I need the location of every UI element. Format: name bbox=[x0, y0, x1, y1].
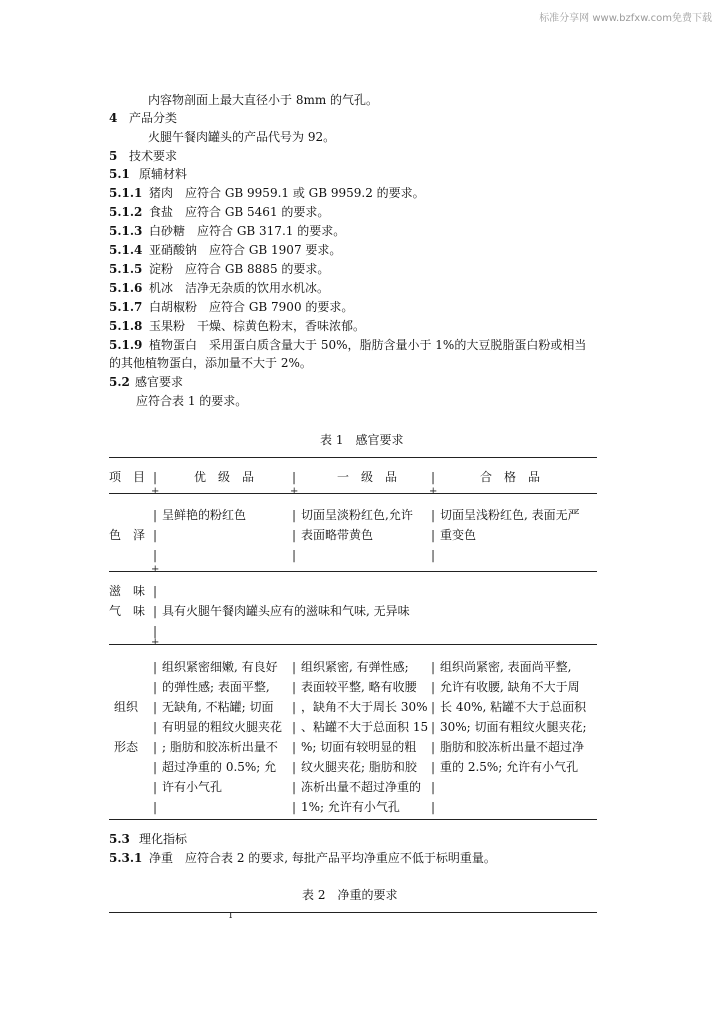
color-first-line1: 切面呈淡粉红色,允许 bbox=[301, 508, 413, 522]
clause-5-1-3 bbox=[109, 223, 345, 239]
texture-qualified-6: 重的 2.5%; 允许有小气孔 bbox=[440, 760, 579, 774]
texture-qualified-3: 长 40%, 粘罐不大于总面积 bbox=[440, 700, 587, 714]
table-2-caption: 表 2 净重的要求 bbox=[302, 888, 398, 902]
clause-5-1-9-continued: 的其他植物蛋白，添加量不大于 2%。 bbox=[109, 356, 312, 370]
table-1-caption: 表 1 感官要求 bbox=[320, 433, 404, 447]
column-divider: | | | bbox=[153, 584, 158, 638]
clause-5-3-1 bbox=[109, 850, 496, 866]
clause-number: 5.1.4 bbox=[109, 243, 143, 257]
column-divider: | | | bbox=[292, 508, 297, 562]
table-2-top-rule bbox=[109, 912, 597, 913]
color-qualified-line2: 重变色 bbox=[440, 528, 477, 542]
clause-text: 淀粉 应符合 GB 8885 的要求。 bbox=[149, 262, 330, 276]
texture-premium-1: 组织紧密细嫩, 有良好 bbox=[162, 660, 278, 674]
table-header-qualified: 合 格 品 bbox=[480, 470, 541, 484]
section-number: 5.3 bbox=[109, 832, 130, 846]
column-divider: | bbox=[153, 470, 158, 484]
table-bottom-rule bbox=[109, 819, 597, 820]
column-divider: | bbox=[431, 470, 436, 484]
column-divider: | | | | | | | | bbox=[153, 660, 158, 814]
clause-5-1-2 bbox=[109, 204, 329, 220]
texture-first-7: 冻析出量不超过净重的 bbox=[301, 780, 422, 794]
intro-line: 内容物剖面上最大直径小于 8mm 的气孔。 bbox=[148, 93, 379, 107]
clause-5-1-4 bbox=[109, 242, 341, 258]
clause-number: 5.1.1 bbox=[109, 186, 143, 200]
rule-cross: + bbox=[151, 564, 160, 575]
color-first-line2: 表面略带黄色 bbox=[301, 528, 374, 542]
section-title: 感官要求 bbox=[135, 375, 184, 389]
texture-premium-7: 许有小气孔 bbox=[162, 780, 223, 794]
clause-text: 亚硝酸钠 应符合 GB 1907 要求。 bbox=[149, 243, 342, 257]
rule-cross: + bbox=[151, 637, 160, 648]
rule-cross: + bbox=[151, 486, 160, 497]
column-divider: | | | bbox=[431, 508, 436, 562]
section-title: 理化指标 bbox=[139, 832, 188, 846]
section-5-2-heading bbox=[109, 374, 183, 390]
color-premium: 呈鲜艳的粉红色 bbox=[162, 508, 247, 522]
row-label-color: 色 泽 bbox=[109, 528, 146, 542]
texture-qualified-2: 允许有收腰, 缺角不大于周 bbox=[440, 680, 580, 694]
section-5-2-text: 应符合表 1 的要求。 bbox=[136, 394, 248, 408]
texture-qualified-5: 脂肪和胶冻析出量不超过净 bbox=[440, 740, 585, 754]
section-4-heading bbox=[109, 110, 177, 126]
color-qualified-line1: 切面呈浅粉红色, 表面无严 bbox=[440, 508, 580, 522]
clause-number: 5.1.8 bbox=[109, 319, 143, 333]
texture-first-8: 1%; 允许有小气孔 bbox=[301, 800, 400, 814]
table-header-item: 项 目 bbox=[109, 470, 146, 484]
section-4-text: 火腿午餐肉罐头的产品代号为 92。 bbox=[148, 130, 336, 144]
clause-number: 5.1.5 bbox=[109, 262, 143, 276]
section-title: 产品分类 bbox=[129, 111, 178, 125]
rule-cross: + bbox=[290, 486, 299, 497]
texture-first-4: 、粘罐不大于总面积 15 bbox=[301, 720, 429, 734]
clause-text: 玉果粉 干燥、棕黄色粉末，香味浓郁。 bbox=[149, 319, 366, 333]
texture-first-5: %; 切面有较明显的粗 bbox=[301, 740, 417, 754]
texture-first-6: 纹火腿夹花; 脂肪和胶 bbox=[301, 760, 417, 774]
clause-number: 5.3.1 bbox=[109, 851, 143, 865]
section-number: 5.2 bbox=[109, 375, 130, 389]
clause-5-1-8 bbox=[109, 318, 365, 334]
table-header-first: 一 级 品 bbox=[337, 470, 398, 484]
clause-5-1-5 bbox=[109, 261, 329, 277]
texture-premium-2: 的弹性感; 表面平整, bbox=[162, 680, 270, 694]
clause-5-1-7 bbox=[109, 299, 353, 315]
clause-5-1-1 bbox=[109, 185, 425, 201]
clause-number: 5.1.9 bbox=[109, 338, 143, 352]
clause-text: 植物蛋白 采用蛋白质含量大于 50%，脂肪含量小于 1%的大豆脱脂蛋白粉或相当 bbox=[149, 338, 587, 352]
clause-text: 白胡椒粉 应符合 GB 7900 的要求。 bbox=[149, 300, 354, 314]
section-number: 5 bbox=[109, 149, 118, 163]
rule-tick: ı bbox=[229, 910, 233, 921]
clause-5-1-6 bbox=[109, 280, 329, 296]
clause-text: 猪肉 应符合 GB 9959.1 或 GB 9959.2 的要求。 bbox=[149, 186, 425, 200]
texture-first-3: ，缺角不大于周长 30% bbox=[301, 700, 428, 714]
clause-number: 5.1.6 bbox=[109, 281, 143, 295]
clause-number: 5.1.2 bbox=[109, 205, 143, 219]
rule-cross: + bbox=[429, 486, 438, 497]
watermark: 标准分享网 www.bzfxw.com免费下载 bbox=[539, 13, 712, 24]
column-divider: | bbox=[292, 470, 297, 484]
clause-number: 5.1.3 bbox=[109, 224, 143, 238]
clause-5-1-9 bbox=[109, 337, 586, 353]
row-label-texture-2: 形态 bbox=[114, 740, 139, 754]
texture-qualified-1: 组织尚紧密, 表面尚平整, bbox=[440, 660, 572, 674]
texture-first-1: 组织紧密, 有弹性感; bbox=[301, 660, 409, 674]
row-rule bbox=[109, 571, 597, 572]
texture-qualified-4: 30%; 切面有粗纹火腿夹花; bbox=[440, 720, 587, 734]
section-title: 原辅材料 bbox=[139, 167, 188, 181]
texture-premium-3: 无缺角, 不粘罐; 切面 bbox=[162, 700, 274, 714]
section-number: 4 bbox=[109, 111, 118, 125]
row-label-texture-1: 组织 bbox=[114, 700, 139, 714]
section-5-3-heading bbox=[109, 831, 187, 847]
row-label-smell: 气 味 bbox=[109, 604, 146, 618]
section-number: 5.1 bbox=[109, 167, 130, 181]
table-top-rule bbox=[109, 457, 597, 458]
row-rule bbox=[109, 644, 597, 645]
section-title: 技术要求 bbox=[129, 149, 178, 163]
section-5-heading bbox=[109, 148, 177, 164]
texture-first-2: 表面较平整, 略有收腰 bbox=[301, 680, 417, 694]
texture-premium-4: 有明显的粗纹火腿夹花 bbox=[162, 720, 283, 734]
texture-premium-6: 超过净重的 0.5%; 允 bbox=[162, 760, 277, 774]
clause-text: 白砂糖 应符合 GB 317.1 的要求。 bbox=[149, 224, 346, 238]
table-header-premium: 优 级 品 bbox=[194, 470, 255, 484]
clause-number: 5.1.7 bbox=[109, 300, 143, 314]
section-5-1-heading bbox=[109, 166, 187, 182]
column-divider: | | | bbox=[153, 508, 158, 562]
row-label-taste: 滋 味 bbox=[109, 584, 146, 598]
taste-merged: 具有火腿午餐肉罐头应有的滋味和气味, 无异味 bbox=[162, 604, 410, 618]
texture-premium-5: ; 脂肪和胶冻析出量不 bbox=[162, 740, 278, 754]
column-divider: | | | | | | | | bbox=[431, 660, 436, 814]
clause-text: 食盐 应符合 GB 5461 的要求。 bbox=[149, 205, 330, 219]
table-header-rule bbox=[109, 493, 597, 494]
clause-text: 净重 应符合表 2 的要求, 每批产品平均净重应不低于标明重量。 bbox=[149, 851, 496, 865]
clause-text: 机冰 洁净无杂质的饮用水机冰。 bbox=[149, 281, 330, 295]
column-divider: | | | | | | | | bbox=[292, 660, 297, 814]
